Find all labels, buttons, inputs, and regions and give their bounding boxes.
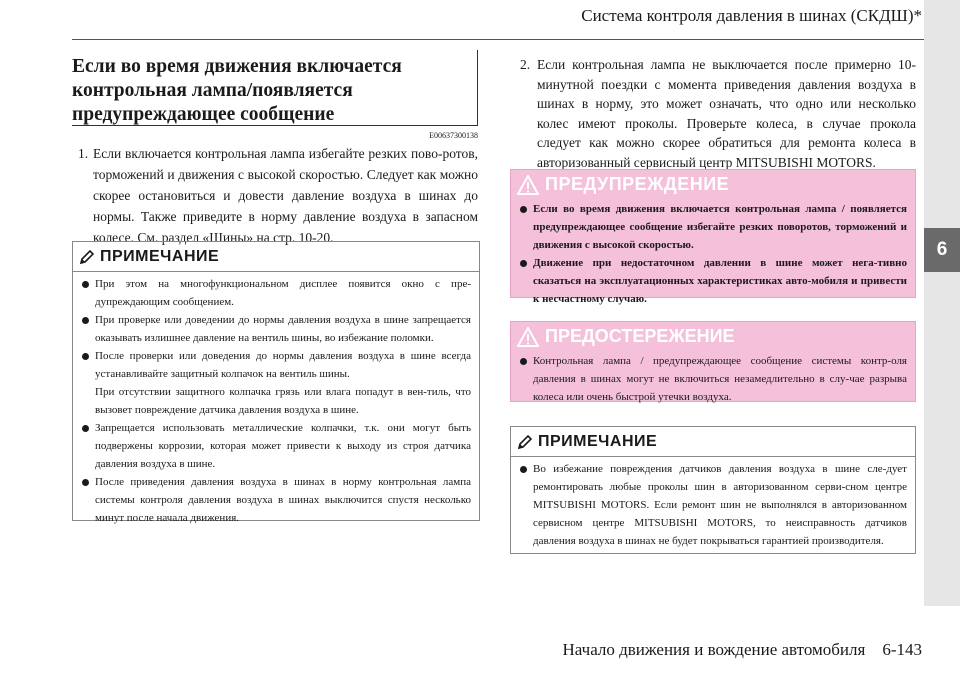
bullet-dot-icon [82, 317, 89, 324]
section-code: E00637300138 [429, 131, 478, 140]
warning-triangle-icon [517, 175, 539, 195]
note-box-2-title: ПРИМЕЧАНИЕ [538, 432, 658, 450]
list-item: Если во время движения включается контрольная лампа / появляется предупреждающее сообщение избегайте резких поворотов, торможений и движения с высокой скоростью. [519, 200, 907, 254]
note-box-1-title: ПРИМЕЧАНИЕ [100, 247, 220, 265]
list-item: После приведения давления воздуха в шинах в норму контрольная лампа системы контроля давления воздуха в шинах выключится спустя несколько минут после начала движения. [81, 473, 471, 527]
bullet-dot-icon [82, 425, 89, 432]
caution-box-header [511, 322, 915, 351]
step-2 [520, 55, 916, 172]
list-item: Во избежание повреждения датчиков давления воздуха в шине сле-дует ремонтировать любые проколы шин в авторизованном серви-сном центре MITSUBISHI MOTORS. Если ремонт шин не выполнялся в авторизованном сервисном центре MITSUBISHI MOTORS, то неисправность датчиков давления воздуха в шинах не будет покрываться гарантией производителя. [519, 460, 907, 550]
step-2-text: Если контрольная лампа не выключается после примерно 10-минутной поездки с момента приведения давления воздуха в шинах в норму, это может означать, что одно или несколько колес имеют проколы. Проверьте колеса, в случае прокола следует как можно скорее обратиться для ремонта колеса в авторизованный сервисный центр MITSUBISHI MOTORS. [537, 57, 916, 170]
warning-box-title: ПРЕДУПРЕЖДЕНИЕ [545, 174, 730, 194]
list-item: При этом на многофункциональном дисплее появится окно с пре-дупреждающим сообщением. [81, 275, 471, 311]
section-title-line1: Если во время движения включается [72, 56, 402, 77]
page-header-title: Система контроля давления в шинах (СКДШ)* [581, 6, 922, 25]
step-1-text: Если включается контрольная лампа избегайте резких пово-ротов, торможений и движения с высокой скоростью. Следует как можно скорее остановиться и довести давление воздуха в шинах до нормы. Также приведите в норму давление воздуха в запасном колесе. См. раздел «Шины» на стр. 10-20. [93, 146, 478, 245]
bullet-dot-icon [82, 353, 89, 360]
pencil-icon [517, 434, 533, 450]
step-2-number: 2. [520, 57, 531, 72]
warning-box-header [511, 170, 915, 199]
caution-box [510, 321, 916, 402]
header-rule [72, 39, 924, 40]
bullet-dot-icon [520, 466, 527, 473]
note-box-2 [510, 426, 916, 554]
bullet-dot-icon [82, 281, 89, 288]
step-1-number: 1. [78, 146, 89, 161]
list-item: Контрольная лампа / предупреждающее сообщение системы контр-оля давления в шинах могут не включиться незамедлительно в слу-чае разрыва колеса или очень быстрой утечки воздуха. [519, 352, 907, 406]
bullet-dot-icon [520, 260, 527, 267]
note-box-2-header [511, 427, 915, 457]
list-item: После проверки или доведения до нормы давления воздуха в шине всегда устанавливайте защитный колпачок на вентиль шины. [81, 347, 471, 383]
chapter-side-strip [924, 0, 960, 606]
section-heading [72, 50, 478, 126]
warning-triangle-icon [517, 327, 539, 347]
pencil-icon [79, 249, 95, 265]
list-item: Запрещается использовать металлические колпачки, т.к. они могут быть подвержены коррозии, которая может привести к выходу из строя датчика давления воздуха в шине. [81, 419, 471, 473]
caution-box-title: ПРЕДОСТЕРЕЖЕНИЕ [545, 326, 735, 346]
note-box-1-header [73, 242, 479, 272]
note-box-1 [72, 241, 480, 524]
list-item: При проверке или доведении до нормы давления воздуха в шине запрещается оказывать излишнее давление на вентиль шины, во избежание поломки. [81, 311, 471, 347]
bullet-dot-icon [520, 358, 527, 365]
section-title-line3: предупреждающее сообщение [72, 104, 335, 125]
page-footer: Начало движения и вождение автомобиля 6-143 [562, 640, 922, 659]
section-title-line2: контрольная лампа/появляется [72, 80, 353, 101]
chapter-tab[interactable]: 6 [924, 228, 960, 272]
warning-box [510, 169, 916, 305]
list-item: Движение при недостаточном давлении в шине может нега-тивно сказаться на эксплуатационных характеристиках авто-мобиля и привести к несчастному случаю. [519, 254, 907, 308]
list-item-continuation: При отсутствии защитного колпачка грязь или влага попадут в вен-тиль, что вызовет повреждение датчика давления воздуха в шине. [95, 386, 471, 416]
step-1 [78, 143, 478, 248]
bullet-dot-icon [82, 479, 89, 486]
bullet-dot-icon [520, 206, 527, 213]
